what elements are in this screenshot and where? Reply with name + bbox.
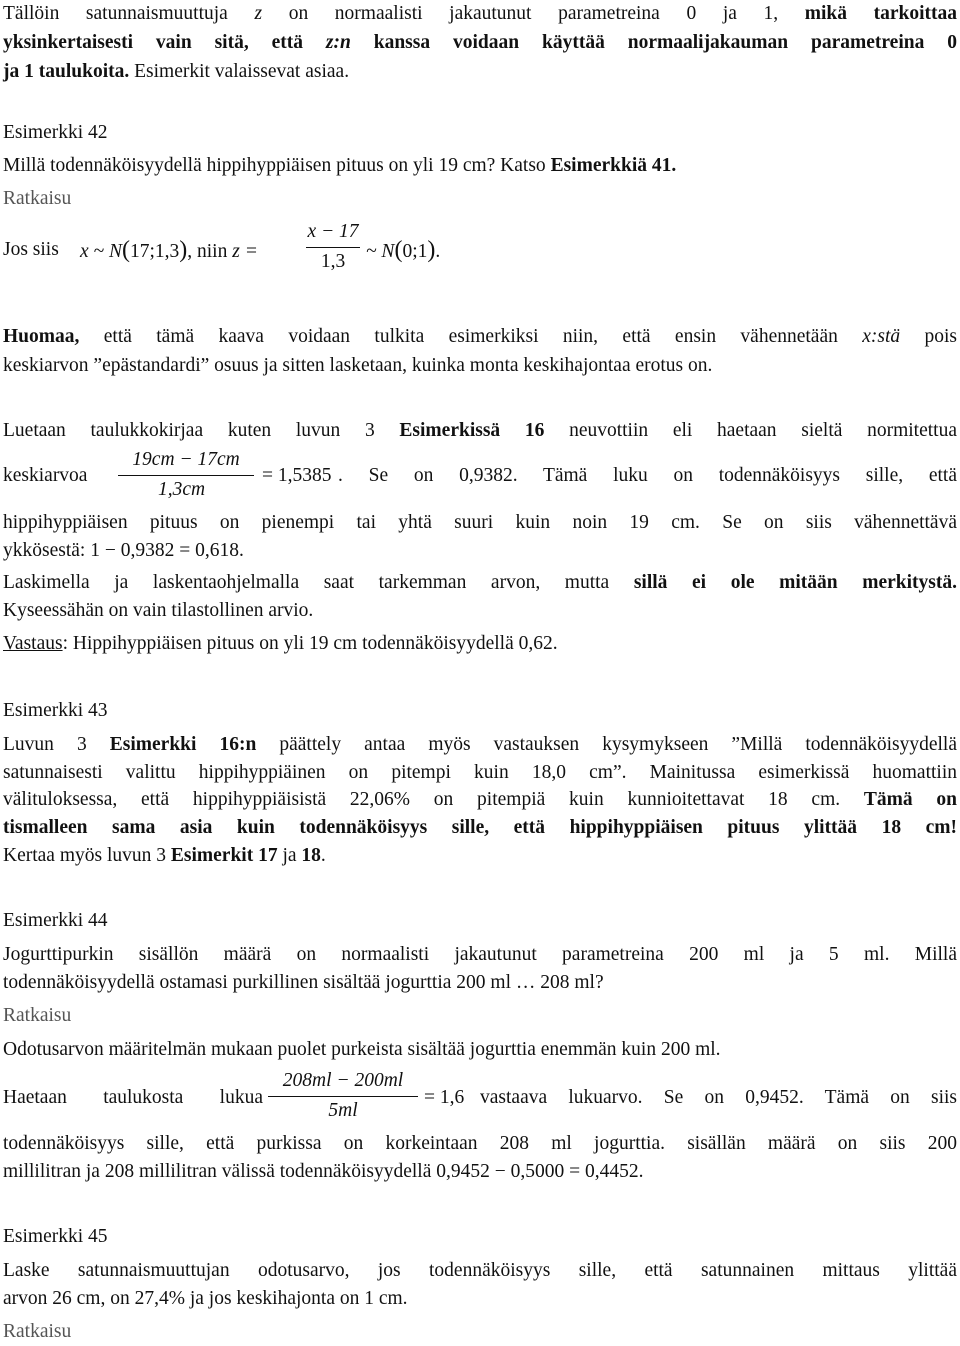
equals-value: = 1,6 (424, 1087, 465, 1108)
paragraph-line: Laske satunnaismuuttujan odotusarvo, jos todennäköisyys sille, että satunnainen mittaus ylittää (3, 1260, 957, 1281)
denominator: 1,3 (320, 251, 346, 272)
paragraph-line: satunnaisesti valittu hippihyppiäinen on pitempi kuin 18,0 cm”. Mainitussa esimerkissä huomattiin (3, 762, 957, 783)
denominator: 5ml (328, 1100, 358, 1121)
example-45-heading: Esimerkki 45 (3, 1226, 108, 1247)
text: Tällöin satunnaismuuttuja (3, 3, 228, 24)
paragraph-line: hippihyppiäisen pituus on pienempi tai yhtä suuri kuin noin 19 cm. Se on siis vähennettävä (3, 512, 957, 533)
text: Esimerkit valaissevat asiaa. (134, 61, 350, 82)
text: 0;1 (402, 241, 428, 262)
variable-z: z (254, 3, 263, 24)
solution-label: Ratkaisu (3, 1321, 72, 1342)
paragraph-text: . Se on 0,9382. Tämä luku on todennäköisyys sille, että (338, 465, 957, 486)
note-line-1 (3, 323, 957, 351)
bold-text: Tämä on (863, 789, 958, 810)
text: . (320, 845, 326, 866)
bold-text: ja 1 taulukoita. (3, 61, 130, 82)
formula-distribution: x ~ N(17;1,3), niin z = (80, 237, 258, 263)
answer-label: Vastaus (3, 633, 63, 654)
example-reference: Esimerkit 17 (170, 845, 278, 866)
paragraph-text: Haetaan taulukosta lukua (3, 1087, 263, 1108)
paragraph-line (3, 731, 957, 759)
paragraph-line (3, 786, 957, 814)
paragraph-line: arvon 26 cm, on 27,4% ja jos keskihajonta on 1 cm. (3, 1288, 408, 1309)
intro-line-1 (3, 0, 957, 28)
numerator: 19cm − 17cm (132, 449, 240, 470)
bold-text: yksinkertaisesti vain sitä, että (3, 32, 303, 53)
variable-z: z:n (325, 32, 351, 53)
paragraph-line: ykkösestä: 1 − 0,9382 = 0,618. (3, 540, 244, 561)
fraction-ml (268, 1067, 418, 1125)
denominator: 1,3cm (158, 479, 206, 500)
text: pois (924, 326, 958, 347)
answer-line (3, 630, 957, 658)
paragraph-line: Odotusarvon määritelmän mukaan puolet purkeista sisältää jogurttia enemmän kuin 200 ml. (3, 1039, 721, 1060)
example-reference: 18 (301, 845, 321, 866)
text: 17;1,3 (129, 241, 180, 262)
text: x ~ N (80, 241, 122, 262)
text: . (435, 241, 441, 262)
text: neuvottiin eli haetaan sieltä normitettua (569, 420, 957, 441)
text: ja (282, 845, 297, 866)
intro-line-2 (3, 29, 957, 57)
paragraph-line: Kyseessähän on vain tilastollinen arvio. (3, 600, 314, 621)
paragraph-line: todennäköisyys sille, että purkissa on korkeintaan 208 ml jogurttia. sisällän määrä on siis 200 (3, 1133, 957, 1154)
text: : Hippihyppiäisen pituus on yli 19 cm todennäköisyydellä 0,62. (62, 633, 558, 654)
paragraph-line (3, 842, 957, 870)
fraction-cm (118, 446, 254, 504)
example-44-heading: Esimerkki 44 (3, 910, 108, 931)
example-reference: Esimerkki 16:n (109, 734, 257, 755)
text: Millä todennäköisyydellä hippihyppiäisen pituus on yli 19 cm? Katso (3, 155, 546, 176)
example-reference: Esimerkissä 16 (399, 420, 545, 441)
solution-label: Ratkaisu (3, 188, 72, 209)
text: välituloksessa, että hippihyppiäisistä 22,06% on pitempiä kuin kunnioitettavat 18 cm. (3, 789, 841, 810)
bold-text: Huomaa, (3, 326, 80, 347)
variable: x:stä (862, 326, 901, 347)
text: on normaalisti jakautunut parametreina 0 ja 1, (288, 3, 779, 24)
text: ~ N (366, 241, 395, 262)
solution-label: Ratkaisu (3, 1005, 72, 1026)
text: että tämä kaava voidaan tulkita esimerkiksi niin, että ensin vähennetään (103, 326, 838, 347)
example-43-heading: Esimerkki 43 (3, 700, 108, 721)
numerator: 208ml − 200ml (282, 1070, 404, 1091)
paragraph-text: vastaava lukuarvo. Se on 0,9452. Tämä on siis (480, 1087, 957, 1108)
example-reference: Esimerkkiä 41. (550, 155, 677, 176)
paragraph-line: tismalleen sama asia kuin todennäköisyys sille, että hippihyppiäisen pituus ylittää 18 cm! (3, 817, 957, 838)
text: z = (232, 241, 258, 262)
formula-rhs: ~ N(0;1). (366, 237, 441, 263)
text: päättely antaa myös vastauksen kysymykseen ”Millä todennäköisyydellä (279, 734, 958, 755)
text: Luetaan taulukkokirjaa kuten luvun 3 (3, 420, 375, 441)
text: Laskimella ja laskentaohjelmalla saat tarkemman arvon, mutta (3, 572, 610, 593)
paragraph-line (3, 569, 957, 597)
equals-value: = 1,5385 (262, 465, 332, 486)
note-line-2: keskiarvon ”epästandardi” osuus ja sitten lasketaan, kuinka monta keskihajontaa erotus on. (3, 355, 713, 376)
bold-text: mikä tarkoittaa (804, 3, 958, 24)
formula-fraction (306, 218, 360, 276)
paragraph-text: keskiarvoa (3, 465, 88, 486)
numerator: x − 17 (307, 221, 359, 242)
paragraph-line: todennäköisyydellä ostamasi purkillinen sisältää jogurttia 200 ml … 208 ml? (3, 972, 604, 993)
example-42-heading: Esimerkki 42 (3, 122, 108, 143)
bold-text: kanssa voidaan käyttää normaalijakauman parametreina 0 (373, 32, 957, 53)
text: Luvun 3 (3, 734, 87, 755)
bold-text: sillä ei ole mitään merkitystä. (633, 572, 957, 593)
paragraph-line: millilitran ja 208 millilitran välissä todennäköisyydellä 0,9452 − 0,5000 = 0,4452. (3, 1161, 644, 1182)
example-42-question (3, 152, 957, 180)
formula-prefix: Jos siis (3, 239, 59, 260)
text: , niin (187, 241, 228, 262)
paragraph-line: Jogurttipurkin sisällön määrä on normaalisti jakautunut parametreina 200 ml ja 5 ml. Millä (3, 944, 957, 965)
paragraph-line (3, 417, 957, 445)
text: Kertaa myös luvun 3 (3, 845, 167, 866)
intro-line-3 (3, 58, 957, 86)
